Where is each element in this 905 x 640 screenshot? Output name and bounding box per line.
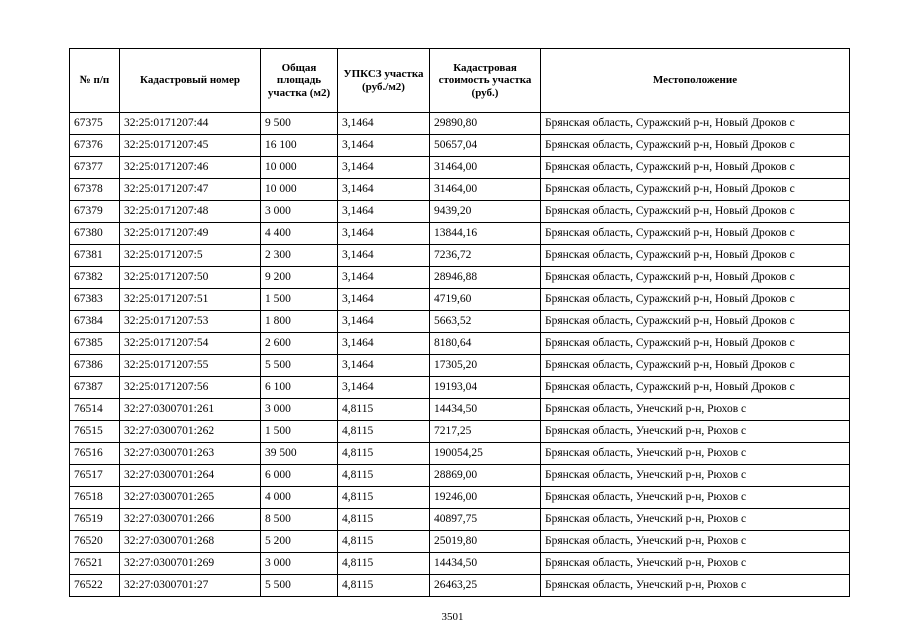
cell-total-area: 5 500 <box>261 355 338 377</box>
cell-specific-value: 4,8115 <box>338 553 430 575</box>
cell-row-number: 67376 <box>70 135 120 157</box>
table-row <box>70 135 850 157</box>
cell-specific-value: 3,1464 <box>338 113 430 135</box>
table-row <box>70 267 850 289</box>
cell-cadastral-number: 32:27:0300701:262 <box>120 421 261 443</box>
cell-location: Брянская область, Суражский р-н, Новый Дроков с <box>541 355 850 377</box>
cell-specific-value: 4,8115 <box>338 531 430 553</box>
cell-row-number: 76516 <box>70 443 120 465</box>
cell-location: Брянская область, Суражский р-н, Новый Дроков с <box>541 311 850 333</box>
cell-specific-value: 4,8115 <box>338 487 430 509</box>
table-row <box>70 509 850 531</box>
cell-specific-value: 4,8115 <box>338 421 430 443</box>
cell-total-area: 9 200 <box>261 267 338 289</box>
cell-cadastral-value: 4719,60 <box>430 289 541 311</box>
table-row <box>70 223 850 245</box>
cell-row-number: 67383 <box>70 289 120 311</box>
cell-total-area: 5 500 <box>261 575 338 597</box>
cell-location: Брянская область, Суражский р-н, Новый Дроков с <box>541 179 850 201</box>
cell-cadastral-number: 32:25:0171207:56 <box>120 377 261 399</box>
table-row <box>70 179 850 201</box>
table-row <box>70 575 850 597</box>
cell-cadastral-number: 32:27:0300701:263 <box>120 443 261 465</box>
cell-cadastral-number: 32:27:0300701:261 <box>120 399 261 421</box>
cell-row-number: 67379 <box>70 201 120 223</box>
cell-cadastral-value: 5663,52 <box>430 311 541 333</box>
table-row <box>70 355 850 377</box>
table-row <box>70 531 850 553</box>
cell-cadastral-number: 32:25:0171207:49 <box>120 223 261 245</box>
table-row <box>70 333 850 355</box>
cell-cadastral-number: 32:25:0171207:47 <box>120 179 261 201</box>
cell-location: Брянская область, Суражский р-н, Новый Дроков с <box>541 135 850 157</box>
table-row <box>70 289 850 311</box>
cell-specific-value: 3,1464 <box>338 267 430 289</box>
cell-total-area: 39 500 <box>261 443 338 465</box>
cell-specific-value: 3,1464 <box>338 179 430 201</box>
cell-location: Брянская область, Суражский р-н, Новый Дроков с <box>541 113 850 135</box>
cell-cadastral-number: 32:25:0171207:55 <box>120 355 261 377</box>
cell-location: Брянская область, Унечский р-н, Рюхов с <box>541 465 850 487</box>
cell-row-number: 67384 <box>70 311 120 333</box>
cell-specific-value: 3,1464 <box>338 201 430 223</box>
cell-cadastral-value: 25019,80 <box>430 531 541 553</box>
cell-row-number: 76517 <box>70 465 120 487</box>
cell-cadastral-value: 50657,04 <box>430 135 541 157</box>
cell-cadastral-value: 19193,04 <box>430 377 541 399</box>
cell-total-area: 3 000 <box>261 399 338 421</box>
cell-cadastral-value: 9439,20 <box>430 201 541 223</box>
cell-location: Брянская область, Унечский р-н, Рюхов с <box>541 399 850 421</box>
cell-total-area: 9 500 <box>261 113 338 135</box>
table-row <box>70 399 850 421</box>
cell-cadastral-value: 29890,80 <box>430 113 541 135</box>
cell-specific-value: 3,1464 <box>338 157 430 179</box>
cell-cadastral-number: 32:27:0300701:266 <box>120 509 261 531</box>
cell-cadastral-value: 17305,20 <box>430 355 541 377</box>
cell-row-number: 67386 <box>70 355 120 377</box>
cadastral-table <box>69 48 850 597</box>
table-header-row <box>70 49 850 113</box>
cell-location: Брянская область, Унечский р-н, Рюхов с <box>541 575 850 597</box>
cell-cadastral-value: 13844,16 <box>430 223 541 245</box>
cell-cadastral-number: 32:25:0171207:50 <box>120 267 261 289</box>
cell-cadastral-value: 28869,00 <box>430 465 541 487</box>
cell-total-area: 2 600 <box>261 333 338 355</box>
header-total-area: Общая площадь участка (м2) <box>261 49 338 113</box>
cell-total-area: 1 500 <box>261 289 338 311</box>
cell-total-area: 5 200 <box>261 531 338 553</box>
cell-row-number: 67382 <box>70 267 120 289</box>
cell-specific-value: 3,1464 <box>338 223 430 245</box>
cell-total-area: 10 000 <box>261 157 338 179</box>
table-row <box>70 311 850 333</box>
cell-cadastral-number: 32:27:0300701:264 <box>120 465 261 487</box>
header-cadastral-value: Кадастровая стоимость участка (руб.) <box>430 49 541 113</box>
cell-location: Брянская область, Суражский р-н, Новый Дроков с <box>541 157 850 179</box>
cell-specific-value: 4,8115 <box>338 443 430 465</box>
cell-row-number: 76515 <box>70 421 120 443</box>
cell-cadastral-value: 40897,75 <box>430 509 541 531</box>
cell-cadastral-number: 32:25:0171207:5 <box>120 245 261 267</box>
cell-cadastral-number: 32:25:0171207:44 <box>120 113 261 135</box>
cell-specific-value: 3,1464 <box>338 245 430 267</box>
cell-specific-value: 3,1464 <box>338 333 430 355</box>
table-row <box>70 421 850 443</box>
cell-cadastral-value: 7236,72 <box>430 245 541 267</box>
cell-location: Брянская область, Суражский р-н, Новый Дроков с <box>541 289 850 311</box>
cell-total-area: 4 400 <box>261 223 338 245</box>
cell-row-number: 67380 <box>70 223 120 245</box>
cell-location: Брянская область, Унечский р-н, Рюхов с <box>541 421 850 443</box>
page-number: 3501 <box>441 611 464 623</box>
cell-specific-value: 3,1464 <box>338 311 430 333</box>
cell-specific-value: 3,1464 <box>338 355 430 377</box>
table-row <box>70 443 850 465</box>
cell-cadastral-number: 32:25:0171207:46 <box>120 157 261 179</box>
cell-cadastral-number: 32:27:0300701:265 <box>120 487 261 509</box>
table-row <box>70 553 850 575</box>
cell-cadastral-value: 31464,00 <box>430 157 541 179</box>
cell-location: Брянская область, Унечский р-н, Рюхов с <box>541 487 850 509</box>
cell-row-number: 67375 <box>70 113 120 135</box>
cell-cadastral-number: 32:25:0171207:48 <box>120 201 261 223</box>
cell-total-area: 1 800 <box>261 311 338 333</box>
cell-location: Брянская область, Суражский р-н, Новый Дроков с <box>541 245 850 267</box>
cell-cadastral-number: 32:25:0171207:53 <box>120 311 261 333</box>
header-location: Местоположение <box>541 49 850 113</box>
cell-total-area: 6 100 <box>261 377 338 399</box>
cell-row-number: 67381 <box>70 245 120 267</box>
cell-location: Брянская область, Суражский р-н, Новый Дроков с <box>541 223 850 245</box>
table-row <box>70 377 850 399</box>
table-row <box>70 201 850 223</box>
cell-cadastral-value: 28946,88 <box>430 267 541 289</box>
cell-total-area: 2 300 <box>261 245 338 267</box>
cell-location: Брянская область, Унечский р-н, Рюхов с <box>541 553 850 575</box>
cell-cadastral-value: 31464,00 <box>430 179 541 201</box>
cell-cadastral-number: 32:25:0171207:45 <box>120 135 261 157</box>
cell-row-number: 76518 <box>70 487 120 509</box>
table-row <box>70 157 850 179</box>
cell-total-area: 16 100 <box>261 135 338 157</box>
cell-total-area: 8 500 <box>261 509 338 531</box>
cell-total-area: 3 000 <box>261 201 338 223</box>
cell-cadastral-number: 32:27:0300701:269 <box>120 553 261 575</box>
header-specific-value: УПКСЗ участка (руб./м2) <box>338 49 430 113</box>
table-row <box>70 465 850 487</box>
cell-row-number: 76521 <box>70 553 120 575</box>
cell-location: Брянская область, Унечский р-н, Рюхов с <box>541 509 850 531</box>
cell-cadastral-value: 19246,00 <box>430 487 541 509</box>
cell-cadastral-number: 32:27:0300701:27 <box>120 575 261 597</box>
cell-location: Брянская область, Унечский р-н, Рюхов с <box>541 443 850 465</box>
cell-row-number: 76522 <box>70 575 120 597</box>
cell-total-area: 3 000 <box>261 553 338 575</box>
cell-cadastral-value: 26463,25 <box>430 575 541 597</box>
table-row <box>70 487 850 509</box>
cell-cadastral-value: 14434,50 <box>430 399 541 421</box>
cell-specific-value: 4,8115 <box>338 575 430 597</box>
cell-cadastral-number: 32:25:0171207:51 <box>120 289 261 311</box>
cell-row-number: 76520 <box>70 531 120 553</box>
cell-cadastral-value: 14434,50 <box>430 553 541 575</box>
header-row-number: № п/п <box>70 49 120 113</box>
cell-total-area: 1 500 <box>261 421 338 443</box>
cell-row-number: 76514 <box>70 399 120 421</box>
cell-cadastral-value: 8180,64 <box>430 333 541 355</box>
cell-specific-value: 3,1464 <box>338 377 430 399</box>
cell-specific-value: 4,8115 <box>338 399 430 421</box>
cell-total-area: 6 000 <box>261 465 338 487</box>
cell-specific-value: 4,8115 <box>338 509 430 531</box>
cell-total-area: 10 000 <box>261 179 338 201</box>
cell-location: Брянская область, Суражский р-н, Новый Дроков с <box>541 201 850 223</box>
cell-row-number: 67377 <box>70 157 120 179</box>
cell-specific-value: 4,8115 <box>338 465 430 487</box>
table-row <box>70 245 850 267</box>
header-cadastral-number: Кадастровый номер <box>120 49 261 113</box>
cell-cadastral-value: 7217,25 <box>430 421 541 443</box>
table-body <box>70 113 850 597</box>
cell-total-area: 4 000 <box>261 487 338 509</box>
cell-cadastral-number: 32:27:0300701:268 <box>120 531 261 553</box>
table-row <box>70 113 850 135</box>
cell-location: Брянская область, Суражский р-н, Новый Дроков с <box>541 377 850 399</box>
cell-row-number: 67385 <box>70 333 120 355</box>
cell-cadastral-number: 32:25:0171207:54 <box>120 333 261 355</box>
cell-location: Брянская область, Суражский р-н, Новый Дроков с <box>541 333 850 355</box>
cell-location: Брянская область, Унечский р-н, Рюхов с <box>541 531 850 553</box>
cell-location: Брянская область, Суражский р-н, Новый Дроков с <box>541 267 850 289</box>
cell-row-number: 67387 <box>70 377 120 399</box>
cell-row-number: 67378 <box>70 179 120 201</box>
cell-specific-value: 3,1464 <box>338 289 430 311</box>
cell-specific-value: 3,1464 <box>338 135 430 157</box>
cell-cadastral-value: 190054,25 <box>430 443 541 465</box>
cell-row-number: 76519 <box>70 509 120 531</box>
